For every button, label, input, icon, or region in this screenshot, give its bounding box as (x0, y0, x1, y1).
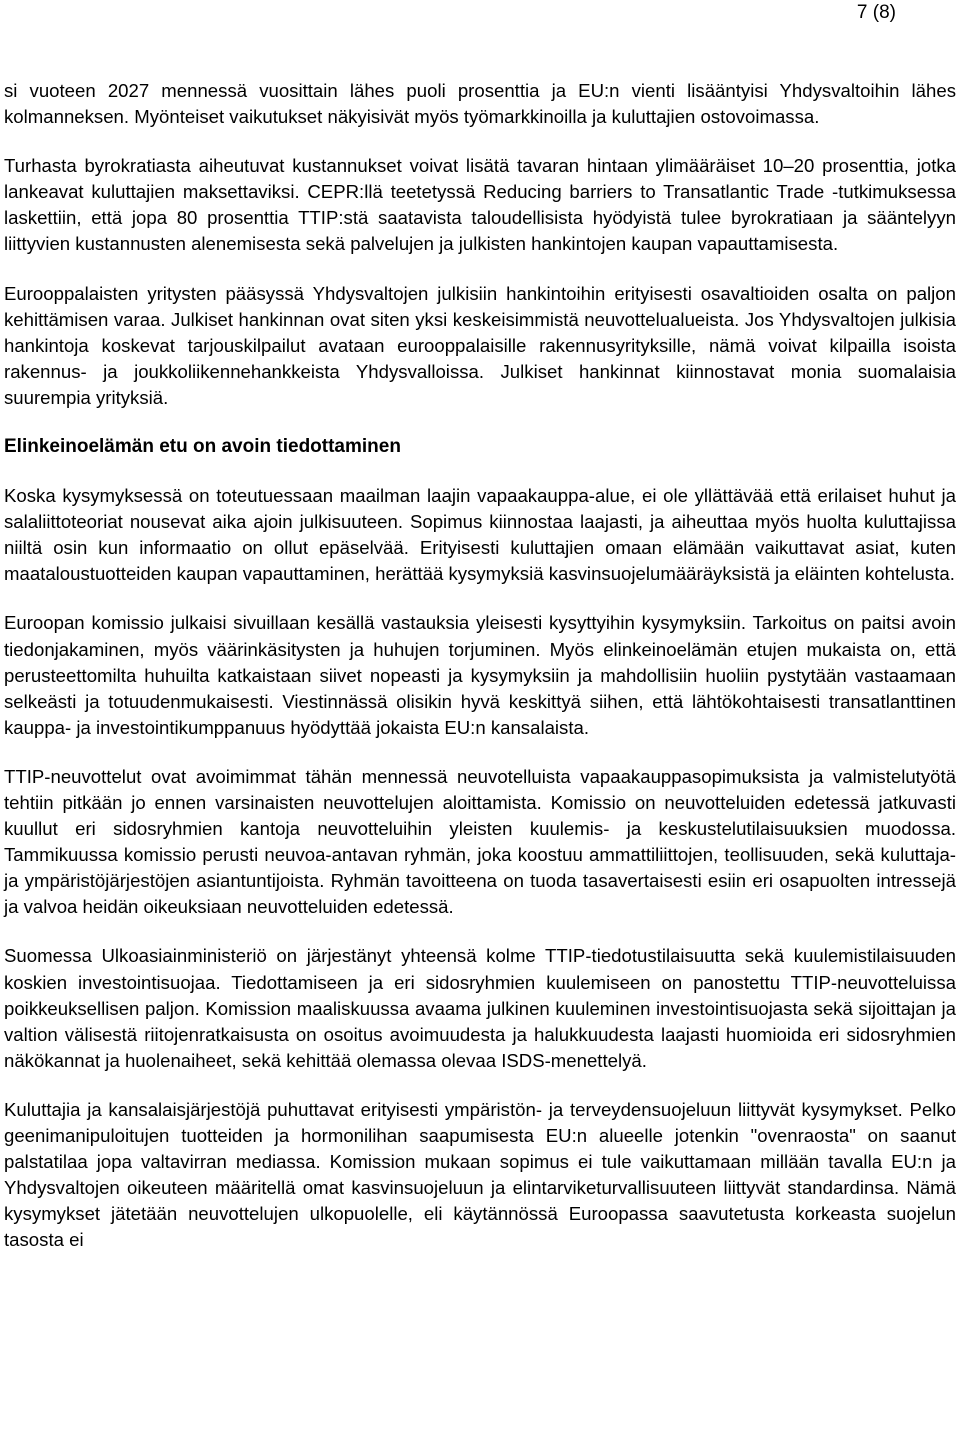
paragraph-rumours: Koska kysymyksessä on toteutuessaan maailman laajin vapaakauppa-alue, ei ole yllättävää että erilaiset huhut ja salaliittoteoriat nousevat aika ajoin julkisuuteen. Sopimus kiinnostaa laajasti, ja aiheuttaa myös huolta kuluttajissa niiltä osin kun informaatio on ollut epäselvää. Erityisesti kuluttajien omaan elämään vaikuttavat asiat, kuten maataloustuotteiden kaupan vapauttaminen, herättää kysymyksiä kasvinsuojelumääräyksistä ja eläinten kohtelusta. (4, 485, 956, 585)
section-heading: Elinkeinoelämän etu on avoin tiedottaminen (4, 436, 401, 458)
page-number: 7 (8) (856, 2, 896, 23)
paragraph-consumer-concerns: Kuluttajia ja kansalaisjärjestöjä puhuttavat erityisesti ympäristön- ja terveydensuojeluun liittyvät kysymykset. Pelko geenimanipuloitujen tuotteiden ja hormonilihan saapumisesta EU:n alueelle jotenkin "ovenraosta" on saanut palstatilaa jopa valtavirran mediassa. Komission mukaan sopimus ei tule vaikuttamaan millään tavalla EU:n ja Yhdysvaltojen oikeuteen määritellä omat kasvinsuojeluun ja elintarviketurvallisuuteen liittyvät standardinsa. Nämä kysymykset jätetään neuvottelujen ulkopuolelle, eli käytännössä Euroopassa saavutetusta korkeasta suojelun tasosta ei (4, 1098, 956, 1251)
paragraph-commission-faq: Euroopan komissio julkaisi sivuillaan kesällä vastauksia yleisesti kysyttyihin kysymyksiin. Tarkoitus on paitsi avoin tiedonjakaminen, myös väärinkäsitysten ja huhujen torjuminen. Myös elinkeinoelämän etujen mukaista on, että perusteettomilta huhuilta katkaistaan siivet nopeasti ja kysymyksiin ja mahdollisiin huoliin pystytään vastaamaan selkeästi ja totuudenmukaisesti. Viestinnässä olisikin hyvä keskittyä siihen, että lähtökohtaisesti transatlanttinen kauppa- ja investointikumppanuus hyödyttää jokaista EU:n kansalaista. (4, 612, 956, 738)
paragraph-public-procurement: Eurooppalaisten yritysten pääsyssä Yhdysvaltojen julkisiin hankintoihin erityisesti osavaltioiden osalta on paljon kehittämisen varaa. Julkiset hankinnan ovat siten yksi keskeisimmistä neuvottelualueista. Jos Yhdysvaltojen julkisia hankintoja koskevat tarjouskilpailut avataan eurooppalaisille rakennusyrityksille, nämä voivat kilpailla isoista rakennus- ja joukkoliikennehankkeista Yhdysvalloissa. Julkiset hankinnat kiinnostavat monia suomalaisia suurempia yrityksiä. (4, 282, 956, 408)
paragraph-bureaucracy-costs: Turhasta byrokratiasta aiheutuvat kustannukset voivat lisätä tavaran hintaan ylimääräiset 10–20 prosenttia, jotka lankeavat kuluttajien maksettaviksi. CEPR:llä teetetyssä Reducing barriers to Transatlantic Trade -tutkimuksessa laskettiin, että jopa 80 prosenttia TTIP:stä saatavista taloudellisista hyödyistä tulee byrokratiaan ja sääntelyyn liittyvien kustannusten alenemisesta sekä palvelujen ja julkisten hankintojen kaupan vapauttamisesta. (4, 155, 956, 255)
paragraph-negotiations-openness: TTIP-neuvottelut ovat avoimimmat tähän mennessä neuvotelluista vapaakauppasopimuksista ja valmistelutyötä tehtiin pitkään jo ennen varsinaisten neuvottelujen aloittamista. Komissio on neuvotteluiden edetessä jatkuvasti kuullut eri sidosryhmien kantoja neuvotteluihin yleisten kuulemis- ja keskustelutilaisuuksien muodossa. Tammikuussa komissio perusti neuvoa-antavan ryhmän, joka koostuu ammattiliittojen, teollisuuden, sekä kuluttaja- ja ympäristöjärjestöjen asiantuntijoista. Ryhmän tavoitteena on tuoda tasavertaisesti esiin eri osapuolten intressejä ja valvoa heidän oikeuksiaan neuvotteluiden edetessä. (4, 765, 956, 918)
document-body (4, 78, 956, 1253)
paragraph-finland-events: Suomessa Ulkoasiainministeriö on järjestänyt yhteensä kolme TTIP-tiedotustilaisuutta sekä kuulemistilaisuuden koskien investointisuojaa. Tiedottamiseen ja eri sidosryhmien kuulemiseen on panostettu TTIP-neuvotteluissa poikkeuksellisen paljon. Komission maaliskuussa avaama julkinen kuuleminen investointisuojasta sekä sijoittajan ja valtion välisestä riitojenratkaisusta on osoitus avoimuudesta ja halukkuudesta laajasti huomioida eri sidosryhmien näkökannat ja huolenaiheet, sekä kehittää olemassa olevaa ISDS-menettelyä. (4, 945, 956, 1071)
paragraph-intro-continuation: si vuoteen 2027 mennessä vuosittain lähes puoli prosenttia ja EU:n vienti lisääntyisi Yhdysvaltoihin lähes kolmanneksen. Myönteiset vaikutukset näkyisivät myös työmarkkinoilla ja kuluttajien ostovoimassa. (4, 80, 956, 128)
